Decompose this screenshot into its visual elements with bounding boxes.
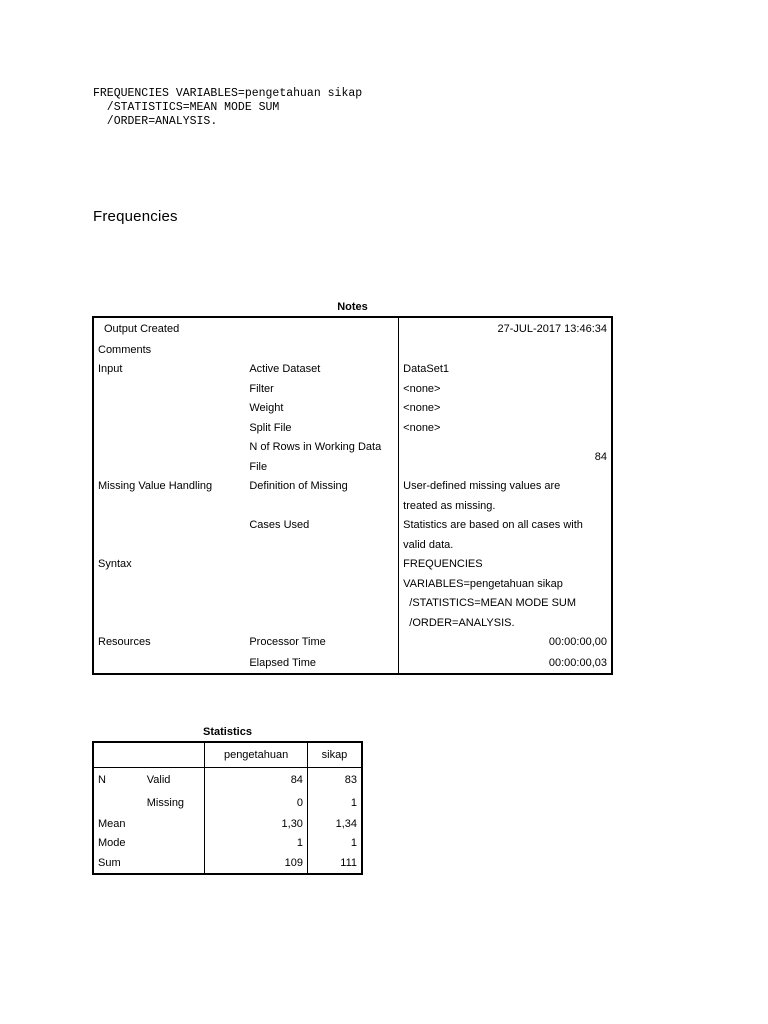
stat-value: 0 <box>205 791 308 814</box>
table-row <box>93 791 362 814</box>
notes-sublabel <box>245 613 398 633</box>
table-header-row <box>93 742 362 768</box>
stat-value: 109 <box>205 853 308 874</box>
stat-value: 1,30 <box>205 814 308 834</box>
notes-label <box>93 652 245 674</box>
stat-value: 1 <box>205 834 308 854</box>
notes-value: <none> <box>403 402 441 415</box>
notes-label: Resources <box>98 636 151 649</box>
column-header-pengetahuan: pengetahuan <box>205 742 308 768</box>
table-row <box>93 399 612 419</box>
notes-value: DataSet1 <box>403 363 450 376</box>
notes-sublabel: Weight <box>245 399 398 419</box>
notes-sublabel: Split File <box>245 418 398 438</box>
notes-value: FREQUENCIES <box>403 558 483 571</box>
header-blank <box>93 742 143 768</box>
notes-value: /STATISTICS=MEAN MODE SUM <box>403 597 577 610</box>
notes-value: Statistics are based on all cases with <box>403 519 583 532</box>
notes-sublabel: Elapsed Time <box>245 652 398 674</box>
table-row <box>93 574 612 594</box>
notes-value: VARIABLES=pengetahuan sikap <box>403 577 563 590</box>
notes-sublabel <box>245 574 398 594</box>
notes-table <box>92 316 613 675</box>
table-row <box>93 834 362 854</box>
stat-label <box>93 791 143 814</box>
notes-label <box>93 457 245 477</box>
stat-label: N <box>98 773 106 786</box>
notes-sublabel: Filter <box>245 379 398 399</box>
notes-label <box>93 399 245 419</box>
syntax-block <box>93 87 362 129</box>
table-row <box>93 438 612 458</box>
stat-sublabel: Missing <box>143 791 205 814</box>
table-row <box>93 594 612 614</box>
notes-label <box>93 574 245 594</box>
notes-value: 00:00:00,00 <box>548 636 607 649</box>
notes-label <box>93 496 245 516</box>
notes-value: 84 <box>594 451 607 463</box>
notes-label <box>93 438 245 458</box>
notes-caption: Notes <box>337 301 368 313</box>
stat-sublabel <box>143 814 205 834</box>
statistics-caption: Statistics <box>203 726 252 738</box>
notes-value <box>399 340 612 360</box>
notes-value: <none> <box>403 382 441 395</box>
stat-value: 1 <box>350 837 357 850</box>
table-row <box>93 418 612 438</box>
syntax-line: /ORDER=ANALYSIS. <box>93 115 218 128</box>
notes-label <box>93 613 245 633</box>
table-row <box>93 768 362 792</box>
notes-sublabel: N of Rows in Working Data <box>245 438 398 458</box>
stat-sublabel: Valid <box>143 768 205 792</box>
notes-sublabel: File <box>245 457 398 477</box>
notes-sublabel: Active Dataset <box>245 360 398 380</box>
notes-label <box>93 594 245 614</box>
notes-sublabel <box>245 340 398 360</box>
stat-label: Mode <box>98 837 126 850</box>
syntax-line: /STATISTICS=MEAN MODE SUM <box>93 101 280 114</box>
notes-sublabel <box>245 555 398 575</box>
notes-label: Syntax <box>98 558 132 571</box>
table-row <box>93 633 612 653</box>
notes-sublabel <box>245 594 398 614</box>
notes-value: /ORDER=ANALYSIS. <box>403 616 515 629</box>
notes-sublabel <box>245 496 398 516</box>
header-blank <box>143 742 205 768</box>
table-row <box>93 814 362 834</box>
stat-value: 1 <box>350 796 357 809</box>
notes-value: 00:00:00,03 <box>548 656 607 669</box>
table-row <box>93 340 612 360</box>
table-row <box>93 535 612 555</box>
notes-sublabel <box>245 535 398 555</box>
notes-sublabel <box>245 317 398 340</box>
stat-value: 83 <box>344 773 357 786</box>
stat-label: Sum <box>98 856 121 869</box>
notes-label: Input <box>98 363 123 376</box>
table-row <box>93 516 612 536</box>
statistics-table <box>92 741 363 875</box>
notes-label <box>93 535 245 555</box>
stat-sublabel <box>143 834 205 854</box>
stat-value: 111 <box>340 856 357 869</box>
notes-sublabel: Cases Used <box>245 516 398 536</box>
notes-value: valid data. <box>403 538 454 551</box>
notes-value: treated as missing. <box>403 499 496 512</box>
notes-label <box>93 418 245 438</box>
table-row <box>93 853 362 874</box>
table-row <box>93 317 612 340</box>
stat-sublabel <box>143 853 205 874</box>
stat-label: Mean <box>98 817 126 830</box>
table-row <box>93 555 612 575</box>
table-row <box>93 477 612 497</box>
frequencies-heading: Frequencies <box>93 208 178 225</box>
notes-label <box>93 379 245 399</box>
table-row <box>93 379 612 399</box>
notes-label: Comments <box>98 343 152 356</box>
notes-sublabel: Processor Time <box>245 633 398 653</box>
table-row <box>93 360 612 380</box>
notes-label: Output Created <box>104 323 180 335</box>
syntax-line: FREQUENCIES VARIABLES=pengetahuan sikap <box>93 87 363 100</box>
table-row <box>93 613 612 633</box>
stat-value: 1,34 <box>335 817 357 830</box>
notes-value: <none> <box>403 421 441 434</box>
notes-label <box>93 516 245 536</box>
notes-label: Missing Value Handling <box>98 480 213 493</box>
notes-value: 27-JUL-2017 13:46:34 <box>497 323 607 335</box>
notes-sublabel: Definition of Missing <box>245 477 398 497</box>
column-header-sikap: sikap <box>307 742 362 768</box>
table-row <box>93 652 612 674</box>
table-row <box>93 496 612 516</box>
stat-value: 84 <box>205 768 308 792</box>
notes-value: User-defined missing values are <box>403 480 561 493</box>
